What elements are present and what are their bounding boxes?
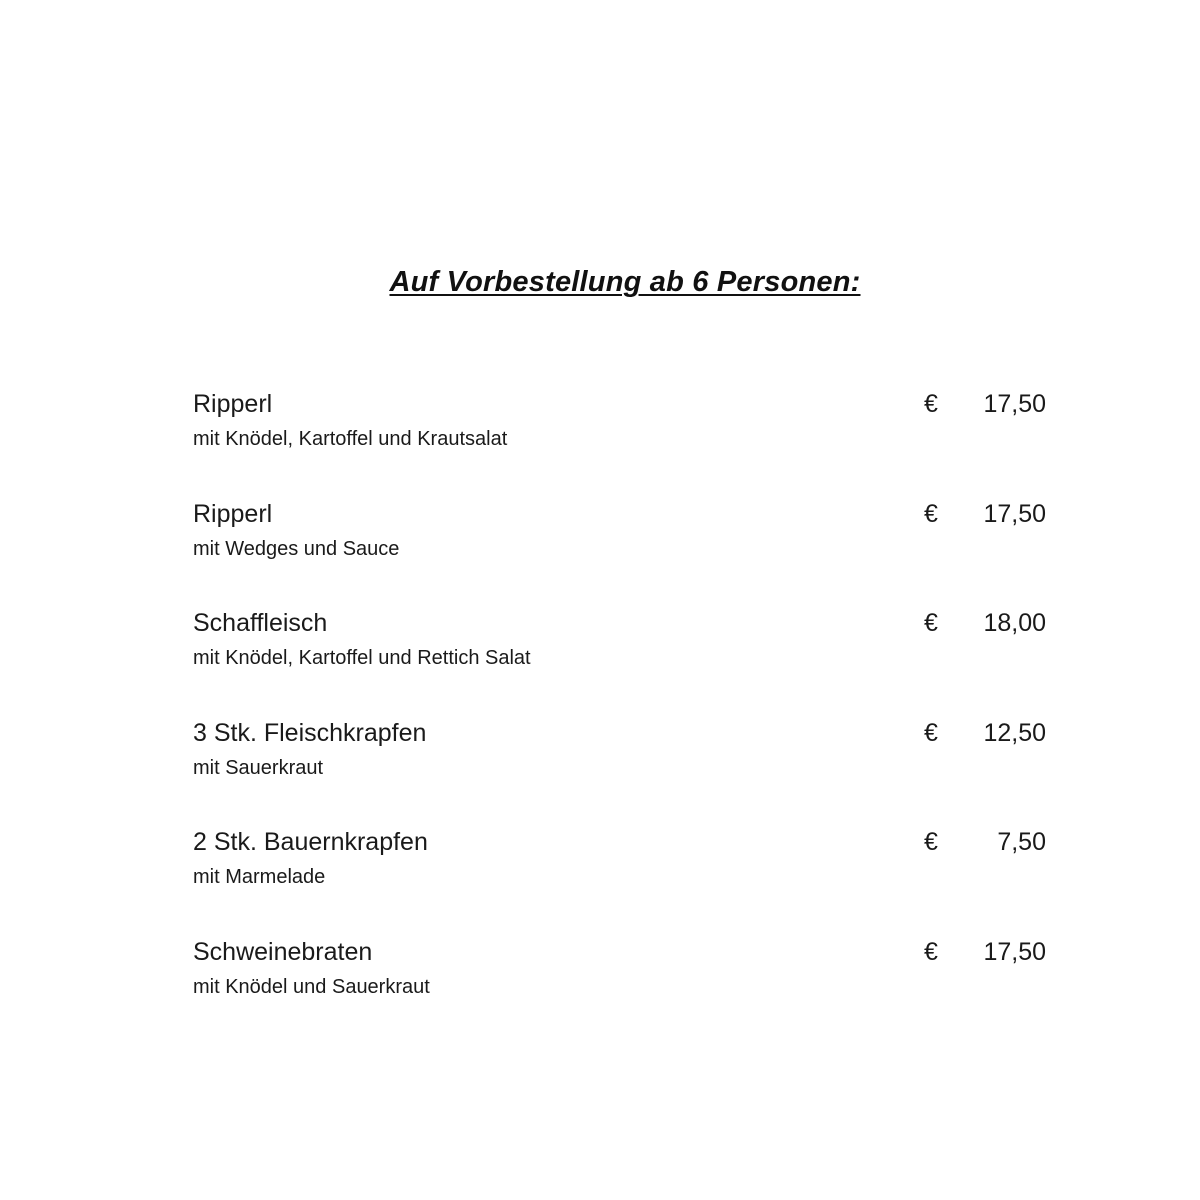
currency-symbol: € xyxy=(924,718,938,747)
price xyxy=(924,496,1046,532)
menu-item xyxy=(193,605,1093,715)
price xyxy=(924,824,1046,860)
dish-description: mit Knödel, Kartoffel und Krautsalat xyxy=(193,428,508,450)
price xyxy=(924,934,1046,970)
price-amount: 17,50 xyxy=(983,499,1046,528)
dish-description: mit Knödel, Kartoffel und Rettich Salat xyxy=(193,647,531,670)
dish-description: mit Knödel und Sauerkraut xyxy=(193,975,430,998)
price-amount: 18,00 xyxy=(983,609,1046,638)
menu-item xyxy=(193,715,1093,825)
dish-name: 2 Stk. Bauernkrapfen xyxy=(193,828,428,857)
currency-symbol: € xyxy=(924,937,938,966)
price-amount: 7,50 xyxy=(997,828,1046,857)
currency-symbol: € xyxy=(924,390,938,418)
currency-symbol: € xyxy=(924,828,938,857)
dish-description: mit Sauerkraut xyxy=(193,756,324,779)
menu-item xyxy=(193,934,1093,1044)
price xyxy=(924,715,1046,751)
menu-item xyxy=(193,824,1093,934)
menu-item xyxy=(193,496,1093,606)
currency-symbol: € xyxy=(924,499,938,528)
price xyxy=(924,605,1046,641)
dish-name: Ripperl xyxy=(193,499,273,528)
price-amount: 17,50 xyxy=(983,390,1046,418)
dish-name: 3 Stk. Fleischkrapfen xyxy=(193,718,427,747)
dish-description: mit Wedges und Sauce xyxy=(193,537,400,560)
dish-name: Schweinebraten xyxy=(193,937,373,966)
currency-symbol: € xyxy=(924,609,938,638)
dish-name: Ripperl xyxy=(193,390,273,418)
page-title: Auf Vorbestellung ab 6 Personen: xyxy=(389,266,861,298)
dish-name: Schaffleisch xyxy=(193,609,328,638)
price xyxy=(924,386,1046,422)
menu-list xyxy=(193,386,1093,1044)
price-amount: 17,50 xyxy=(983,937,1046,966)
dish-description: mit Marmelade xyxy=(193,866,326,889)
price-amount: 12,50 xyxy=(983,718,1046,747)
menu-item xyxy=(193,386,1093,496)
